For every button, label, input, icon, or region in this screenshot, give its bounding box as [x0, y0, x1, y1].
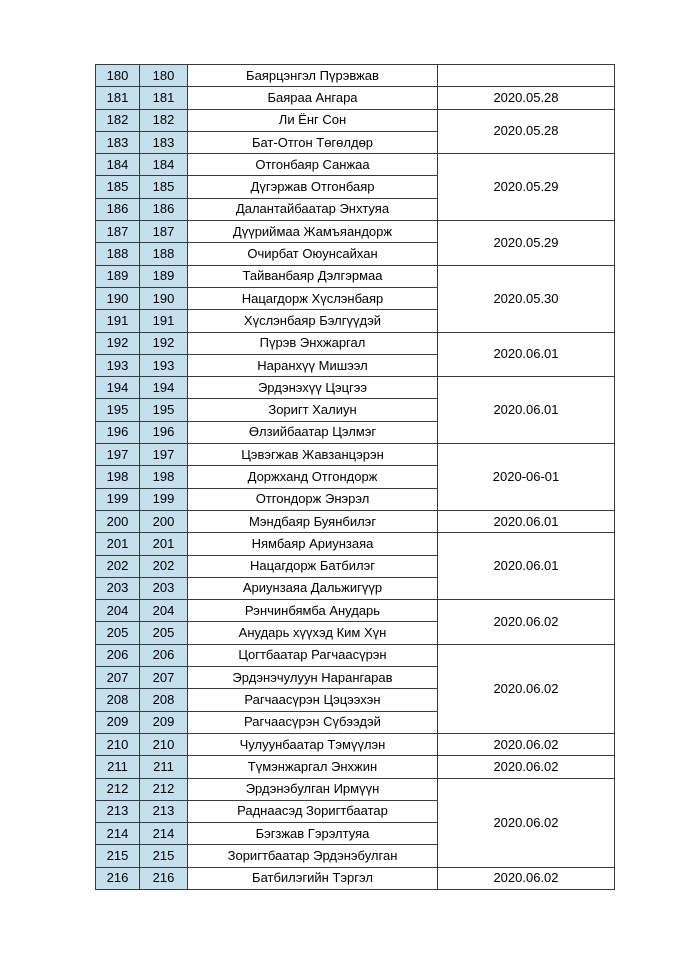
table-row	[96, 600, 615, 622]
row-id-cell: 206	[140, 644, 188, 666]
document-sheet	[95, 64, 614, 890]
person-name-cell: Рагчаасүрэн Сүбээдэй	[188, 711, 438, 733]
records-table-body	[96, 65, 615, 890]
row-number-cell: 187	[96, 221, 140, 243]
person-name-cell: Ли Ёнг Сон	[188, 109, 438, 131]
row-id-cell: 194	[140, 377, 188, 399]
table-row	[96, 510, 615, 532]
row-number-cell: 201	[96, 533, 140, 555]
table-row	[96, 65, 615, 87]
row-number-cell: 185	[96, 176, 140, 198]
row-id-cell: 215	[140, 845, 188, 867]
person-name-cell: Чулуунбаатар Тэмүүлэн	[188, 733, 438, 755]
date-cell: 2020.06.01	[438, 332, 615, 377]
date-cell: 2020.06.02	[438, 600, 615, 645]
table-row	[96, 221, 615, 243]
row-id-cell: 199	[140, 488, 188, 510]
person-name-cell: Зоригт Халиун	[188, 399, 438, 421]
table-row	[96, 778, 615, 800]
row-number-cell: 206	[96, 644, 140, 666]
person-name-cell: Наранхүү Мишээл	[188, 354, 438, 376]
row-id-cell: 193	[140, 354, 188, 376]
row-number-cell: 184	[96, 154, 140, 176]
row-number-cell: 212	[96, 778, 140, 800]
row-id-cell: 203	[140, 577, 188, 599]
table-row	[96, 867, 615, 889]
row-id-cell: 183	[140, 131, 188, 153]
row-id-cell: 208	[140, 689, 188, 711]
row-number-cell: 195	[96, 399, 140, 421]
row-id-cell: 181	[140, 87, 188, 109]
row-number-cell: 194	[96, 377, 140, 399]
date-cell: 2020.06.01	[438, 533, 615, 600]
person-name-cell: Мэндбаяр Буянбилэг	[188, 510, 438, 532]
person-name-cell: Очирбат Оюунсайхан	[188, 243, 438, 265]
row-number-cell: 191	[96, 310, 140, 332]
person-name-cell: Анударь хүүхэд Ким Хүн	[188, 622, 438, 644]
row-number-cell: 208	[96, 689, 140, 711]
person-name-cell: Өлзийбаатар Цэлмэг	[188, 421, 438, 443]
row-number-cell: 199	[96, 488, 140, 510]
date-cell: 2020.06.01	[438, 377, 615, 444]
table-row	[96, 533, 615, 555]
date-cell: 2020.06.02	[438, 867, 615, 889]
date-cell: 2020-06-01	[438, 444, 615, 511]
person-name-cell: Пүрэв Энхжаргал	[188, 332, 438, 354]
person-name-cell: Доржханд Отгондорж	[188, 466, 438, 488]
row-number-cell: 211	[96, 756, 140, 778]
row-number-cell: 203	[96, 577, 140, 599]
row-id-cell: 189	[140, 265, 188, 287]
row-id-cell: 180	[140, 65, 188, 87]
row-id-cell: 182	[140, 109, 188, 131]
row-number-cell: 205	[96, 622, 140, 644]
row-number-cell: 183	[96, 131, 140, 153]
row-id-cell: 214	[140, 823, 188, 845]
person-name-cell: Хүслэнбаяр Бэлгүүдэй	[188, 310, 438, 332]
row-number-cell: 210	[96, 733, 140, 755]
row-id-cell: 210	[140, 733, 188, 755]
table-row	[96, 109, 615, 131]
person-name-cell: Эрдэнэчулуун Нарангарав	[188, 667, 438, 689]
date-cell	[438, 65, 615, 87]
row-number-cell: 202	[96, 555, 140, 577]
date-cell: 2020.06.02	[438, 756, 615, 778]
person-name-cell: Тайванбаяр Дэлгэрмаа	[188, 265, 438, 287]
person-name-cell: Бат-Отгон Төгөлдөр	[188, 131, 438, 153]
row-id-cell: 185	[140, 176, 188, 198]
table-row	[96, 87, 615, 109]
row-id-cell: 198	[140, 466, 188, 488]
row-number-cell: 204	[96, 600, 140, 622]
row-id-cell: 213	[140, 800, 188, 822]
table-row	[96, 756, 615, 778]
row-id-cell: 187	[140, 221, 188, 243]
table-row	[96, 154, 615, 176]
row-id-cell: 195	[140, 399, 188, 421]
person-name-cell: Ариунзаяа Дальжигүүр	[188, 577, 438, 599]
date-cell: 2020.05.29	[438, 221, 615, 266]
table-row	[96, 733, 615, 755]
row-id-cell: 191	[140, 310, 188, 332]
row-number-cell: 181	[96, 87, 140, 109]
row-id-cell: 216	[140, 867, 188, 889]
row-number-cell: 196	[96, 421, 140, 443]
row-id-cell: 202	[140, 555, 188, 577]
row-id-cell: 211	[140, 756, 188, 778]
row-id-cell: 205	[140, 622, 188, 644]
person-name-cell: Баярцэнгэл Пүрэвжав	[188, 65, 438, 87]
row-id-cell: 188	[140, 243, 188, 265]
row-number-cell: 216	[96, 867, 140, 889]
row-id-cell: 184	[140, 154, 188, 176]
row-id-cell: 197	[140, 444, 188, 466]
row-number-cell: 209	[96, 711, 140, 733]
person-name-cell: Цэвэгжав Жавзанцэрэн	[188, 444, 438, 466]
date-cell: 2020.05.30	[438, 265, 615, 332]
person-name-cell: Рэнчинбямба Анударь	[188, 600, 438, 622]
row-id-cell: 212	[140, 778, 188, 800]
date-cell: 2020.05.29	[438, 154, 615, 221]
row-number-cell: 180	[96, 65, 140, 87]
row-number-cell: 215	[96, 845, 140, 867]
person-name-cell: Түмэнжаргал Энхжин	[188, 756, 438, 778]
row-id-cell: 207	[140, 667, 188, 689]
person-name-cell: Нацагдорж Батбилэг	[188, 555, 438, 577]
table-row	[96, 377, 615, 399]
person-name-cell: Отгондорж Энэрэл	[188, 488, 438, 510]
date-cell: 2020.06.02	[438, 644, 615, 733]
row-id-cell: 204	[140, 600, 188, 622]
row-number-cell: 192	[96, 332, 140, 354]
date-cell: 2020.05.28	[438, 87, 615, 109]
row-number-cell: 213	[96, 800, 140, 822]
date-cell: 2020.06.02	[438, 778, 615, 867]
row-number-cell: 207	[96, 667, 140, 689]
records-table	[95, 64, 615, 890]
person-name-cell: Эрдэнэхүү Цэцгээ	[188, 377, 438, 399]
person-name-cell: Рагчаасүрэн Цэцээхэн	[188, 689, 438, 711]
row-number-cell: 189	[96, 265, 140, 287]
person-name-cell: Бэгзжав Гэрэлтуяа	[188, 823, 438, 845]
table-row	[96, 644, 615, 666]
row-number-cell: 197	[96, 444, 140, 466]
row-number-cell: 188	[96, 243, 140, 265]
row-number-cell: 186	[96, 198, 140, 220]
table-row	[96, 265, 615, 287]
person-name-cell: Нямбаяр Ариунзаяа	[188, 533, 438, 555]
row-id-cell: 209	[140, 711, 188, 733]
date-cell: 2020.05.28	[438, 109, 615, 154]
person-name-cell: Нацагдорж Хүслэнбаяр	[188, 287, 438, 309]
row-id-cell: 192	[140, 332, 188, 354]
row-id-cell: 200	[140, 510, 188, 532]
person-name-cell: Батбилэгийн Тэргэл	[188, 867, 438, 889]
date-cell: 2020.06.01	[438, 510, 615, 532]
row-id-cell: 196	[140, 421, 188, 443]
row-number-cell: 200	[96, 510, 140, 532]
row-id-cell: 186	[140, 198, 188, 220]
person-name-cell: Дүүриймаа Жамъяандорж	[188, 221, 438, 243]
person-name-cell: Эрдэнэбулган Ирмүүн	[188, 778, 438, 800]
person-name-cell: Раднаасэд Зоригтбаатар	[188, 800, 438, 822]
row-number-cell: 214	[96, 823, 140, 845]
table-row	[96, 332, 615, 354]
row-id-cell: 190	[140, 287, 188, 309]
row-id-cell: 201	[140, 533, 188, 555]
person-name-cell: Отгонбаяр Санжаа	[188, 154, 438, 176]
person-name-cell: Цогтбаатар Рагчаасүрэн	[188, 644, 438, 666]
row-number-cell: 198	[96, 466, 140, 488]
person-name-cell: Зоригтбаатар Эрдэнэбулган	[188, 845, 438, 867]
table-row	[96, 444, 615, 466]
person-name-cell: Дүгэржав Отгонбаяр	[188, 176, 438, 198]
row-number-cell: 193	[96, 354, 140, 376]
person-name-cell: Баяраа Ангара	[188, 87, 438, 109]
date-cell: 2020.06.02	[438, 733, 615, 755]
row-number-cell: 190	[96, 287, 140, 309]
row-number-cell: 182	[96, 109, 140, 131]
person-name-cell: Далантайбаатар Энхтуяа	[188, 198, 438, 220]
